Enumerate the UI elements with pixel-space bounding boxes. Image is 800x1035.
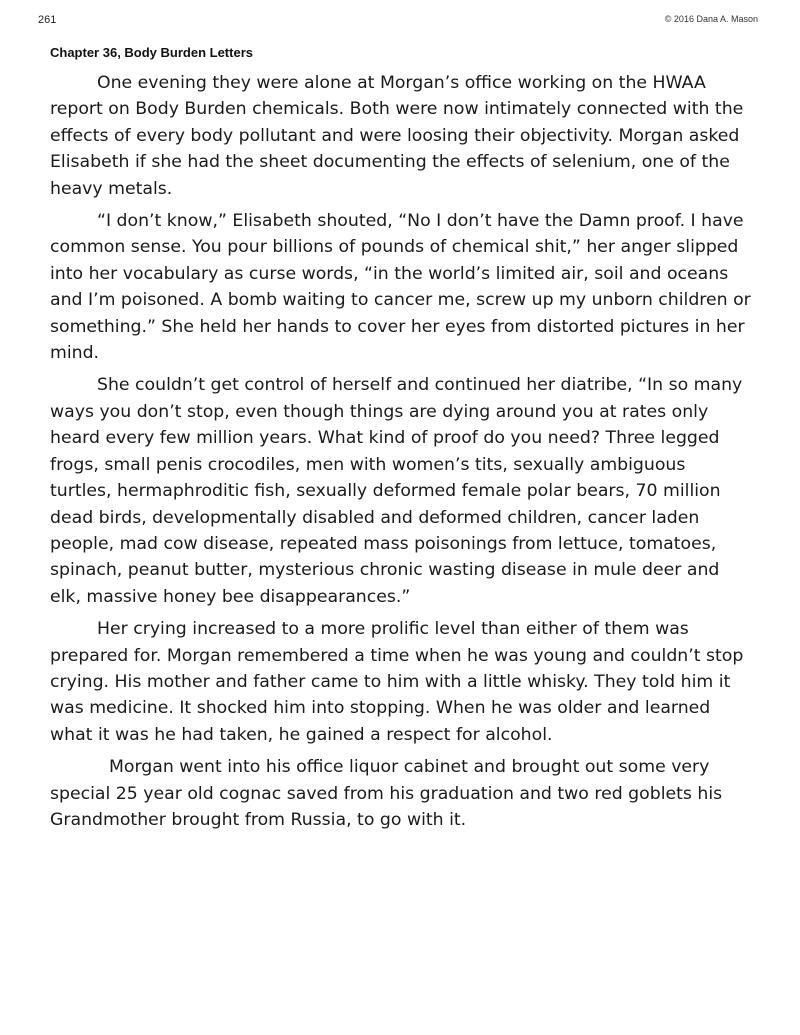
chapter-title: Chapter 36, Body Burden Letters bbox=[50, 45, 253, 60]
paragraph-4: Her crying increased to a more prolific level than either of them was prepared for. Morgan remembered a time when he was young and couldn’t stop crying. His mother and father came to him with a little whisky. They told him it was medicine. It shocked him into stopping. When he was older and learned what it was he had taken, he gained a respect for alcohol. bbox=[50, 619, 744, 745]
chapter-body bbox=[50, 70, 752, 839]
paragraph-1: One evening they were alone at Morgan’s office working on the HWAA report on Body Burden chemicals. Both were now intimately connected with the effects of every body pollutant and were loosing their objectivity. Morgan asked Elisabeth if she had the sheet documenting the effects of selenium, one of the heavy metals. bbox=[50, 73, 744, 199]
paragraph-2: “I don’t know,” Elisabeth shouted, “No I don’t have the Damn proof. I have common sense. You pour billions of pounds of chemical shit,” her anger slipped into her vocabulary as curse words, “in the world’s limited air, soil and oceans and I’m poisoned. A bomb waiting to cancer me, screw up my unborn children or something.” She held her hands to cover her eyes from distorted pictures in her mind. bbox=[50, 211, 751, 364]
paragraph-3: She couldn’t get control of herself and continued her diatribe, “In so many ways you don’t stop, even though things are dying around you at rates only heard every few million years. What kind of proof do you need? Three legged frogs, small penis crocodiles, men with women’s tits, sexually ambiguous turtles, hermaphroditic fish, sexually deformed female polar bears, 70 million dead birds, developmentally disabled and deformed children, cancer laden people, mad cow disease, repeated mass poisonings from lettuce, tomatoes, spinach, peanut butter, mysterious chronic wasting disease in mule deer and elk, massive honey bee disappearances.” bbox=[50, 375, 743, 607]
page-number: 261 bbox=[38, 14, 57, 26]
copyright-notice: © 2016 Dana A. Mason bbox=[664, 14, 758, 24]
paragraph-5: Morgan went into his office liquor cabinet and brought out some very special 25 year old cognac saved from his graduation and two red goblets his Grandmother brought from Russia, to go with it. bbox=[50, 757, 723, 830]
